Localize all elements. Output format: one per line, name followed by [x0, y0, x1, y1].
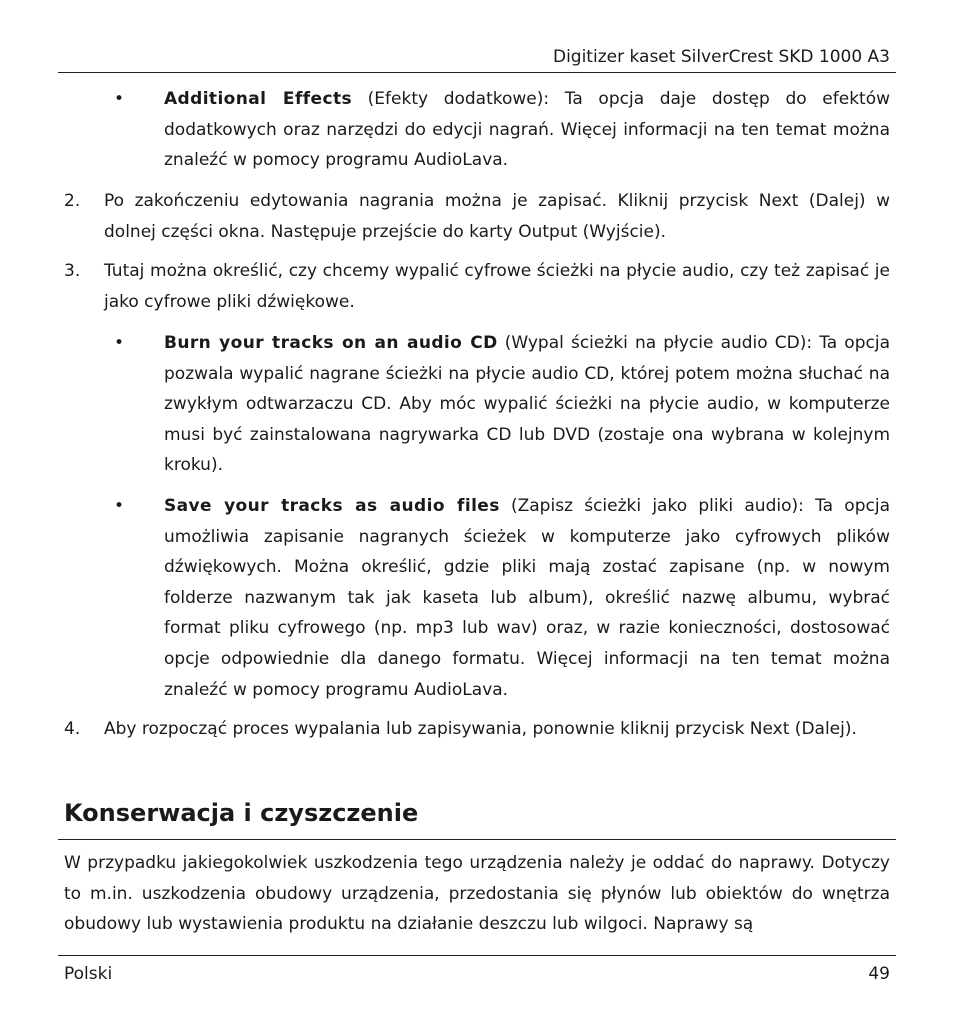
section-heading: Konserwacja i czyszczenie: [64, 799, 419, 827]
step-2-text: Po zakończeniu edytowania nagrania można je zapisać. Kliknij przycisk Next (Dalej) w dolnej części okna. Następuje przejście do karty Output (Wyjście).: [104, 191, 890, 242]
bullet-term: Additional Effects: [164, 89, 352, 109]
step-4-text: Aby rozpocząć proces wypalania lub zapisywania, ponownie kliknij przycisk Next (Dalej).: [104, 719, 857, 739]
step-number: 4.: [64, 719, 81, 739]
footer-rule: [58, 955, 896, 956]
bullet-term: Burn your tracks on an audio CD: [164, 333, 498, 353]
bullet-marker: •: [114, 496, 125, 516]
bullet-marker: •: [114, 89, 125, 109]
document-header-title: Digitizer kaset SilverCrest SKD 1000 A3: [552, 47, 890, 67]
step-3-text: Tutaj można określić, czy chcemy wypalić cyfrowe ścieżki na płycie audio, czy też zapisać je jako cyfrowe pliki dźwiękowe.: [104, 261, 890, 312]
bullet-description: (Efekty dodatkowe): Ta opcja daje dostęp do efektów dodatkowych oraz narzędzi do edycji nagrań. Więcej informacji na ten temat można znaleźć w pomocy programu AudioLava.: [164, 89, 891, 171]
header-rule: [58, 72, 896, 73]
section-paragraph: W przypadku jakiegokolwiek uszkodzenia tego urządzenia należy je oddać do naprawy. Dotyczy to m.in. uszkodzenia obudowy urządzenia, przedostania się płynów lub obiektów do wnętrza obudowy lub wystawienia produktu na działanie deszczu lub wilgoci. Naprawy są: [64, 853, 890, 935]
bullet-description: (Wypal ścieżki na płycie audio CD): Ta opcja pozwala wypalić nagrane ścieżki na płycie audio CD, której potem można słuchać na zwykłym odtwarzaczu CD. Aby móc wypalić ścieżki na płycie audio, w komputerze musi być zainstalowana nagrywarka CD lub DVD (zostaje ona wybrana w kolejnym kroku).: [164, 333, 890, 476]
footer-language: Polski: [64, 964, 113, 984]
bullet-additional-effects: [164, 84, 890, 176]
bullet-burn-tracks: [164, 328, 890, 481]
step-number: 2.: [64, 191, 81, 211]
bullet-term: Save your tracks as audio files: [164, 496, 500, 516]
section-rule: [58, 839, 896, 840]
bullet-description: (Zapisz ścieżki jako pliki audio): Ta opcja umożliwia zapisanie nagranych ścieżek w komputerze jako cyfrowych plików dźwiękowych. Można określić, gdzie pliki mają zostać zapisane (np. w nowym folderze nazwanym tak jak kaseta lub album), określić nazwę albumu, wybrać format pliku cyfrowego (np. mp3 lub wav) oraz, w razie konieczności, dostosować opcje odpowiednie dla danego formatu. Więcej informacji na ten temat można znaleźć w pomocy programu AudioLava.: [164, 496, 890, 700]
page-number: 49: [868, 964, 890, 984]
bullet-marker: •: [114, 333, 125, 353]
bullet-save-tracks: [164, 491, 890, 705]
step-number: 3.: [64, 261, 81, 281]
